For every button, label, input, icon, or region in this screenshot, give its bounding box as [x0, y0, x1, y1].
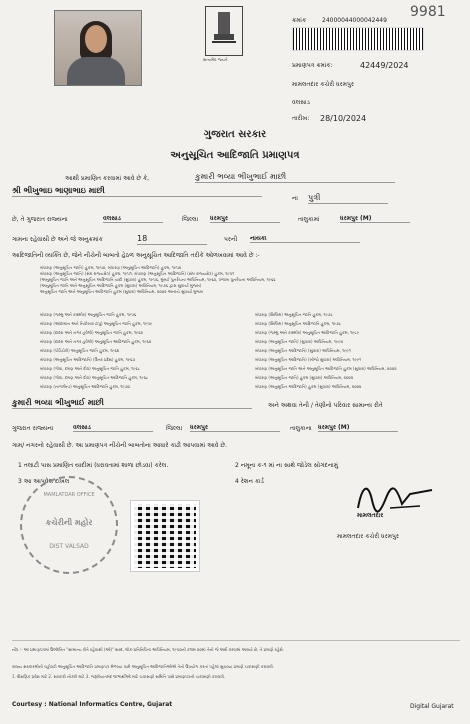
order-item: બંધારણ (અનુસૂચિત આદિજાતિ) (ઉત્તર પ્રદેશ) હુકમ, ૧૯૬૭	[40, 357, 136, 362]
basis-item: 3 આ આપવેલ દાખલ	[18, 478, 70, 485]
district-value: ધરમપુર	[210, 215, 280, 223]
handwritten-note: 9981	[410, 4, 446, 20]
father-name: શ્રી ભીખુભાઇ ભાણાભાઇ માછી	[12, 186, 262, 197]
tribe-name: નાયકા	[250, 235, 360, 243]
relation-label: ના	[292, 195, 298, 202]
orders-right-list	[255, 310, 460, 391]
basis-item: 1 તલાટી પાસ પ્રમાણિત યાદીમાં (ધરાવતામાં શાળા છોડવા) કરેલ.	[18, 462, 169, 469]
taluka-label: તાલુકામાં	[298, 216, 320, 223]
office-seal	[20, 476, 118, 574]
courtesy-text: Courtesy : National Informatics Centre, Gujarat	[12, 701, 173, 708]
order-item: બંધારણ (જમ્મુ અને કાશ્મીર) અનુસૂચિત જાતિ હુકમ, ૧૯૫૬	[40, 312, 137, 317]
footer-divider	[12, 640, 460, 641]
state-prefix: છે, તે ગુજરાત રાજ્યના	[12, 216, 68, 223]
state2-value: વલસાડ	[73, 424, 153, 432]
tribe-suffix: આદિજાતિની વ્યક્તિ છે, જેને નીચેની બાબતો હેઠળ અનુસૂચિત આદિજાતિ તરીકે ઓળખવામાં આવે છે :-	[12, 252, 260, 259]
seal-ring-text: MAMLATDAR OFFICE	[43, 492, 95, 498]
fine-line: (અનુસૂચિત જાતિ અને અનુસૂચિત આદિજાતિ યાદી (સુધારા) હુકમ, ૧૯૫૬, મુંબઈ પુનર્રચના અધિનિયમ, ૧૯૬૦, પંજાબ પુનર્રચના અધિનિયમ, ૧૯૬૬	[40, 277, 276, 282]
digital-gujarat-logo: Digital Gujarat	[410, 703, 454, 710]
serial-label: ક્રમાંક	[292, 17, 307, 24]
issuing-district: વલસાડ	[292, 99, 310, 106]
order-item: બંધારણ (અનુસૂચિત આદિજાતિ) હુકમ (સુધારા) અધિનિયમ, ૨૦૦૨	[255, 384, 362, 389]
taluka2-label: તાલુકાના	[290, 425, 312, 432]
fine-line: બંધારણ (અનુસૂચિત જાતિ) હુકમ, ૧૯૫૦, બંધારણ (અનુસૂચિત આદિજાતિ) હુકમ, ૧૯૫૦	[40, 265, 182, 270]
serial-number: 24000044000042449	[322, 17, 387, 24]
order-item: બંધારણ (અનુસૂચિત જાતિ) હુકમ (સુધારા) અધિનિયમ, ૨૦૦૨	[255, 375, 354, 380]
signatory-title: મામલતદાર કચેરી ધરમપુર	[337, 533, 399, 540]
barcode	[292, 27, 424, 51]
order-item: બંધારણ (અનુસૂચિત આદિજાતિ) (સુધારા) અધિનિયમ, ૧૯૯૧	[255, 348, 351, 353]
order-item: બંધારણ (પોંડિચેરી) અનુસૂચિત જાતિ હુકમ, ૧૯૬૪	[40, 348, 120, 353]
applicant-name-2: કુમારી ભવ્યા ભીખુભાઈ માછી	[12, 398, 252, 409]
relation-value: પુત્રી	[308, 193, 388, 204]
district-label: જિલ્લા	[182, 216, 199, 223]
applicant-photo	[54, 10, 142, 86]
order-item: બંધારણ (જમ્મુ અને કાશ્મીર) અનુસૂચિત આદિજાતિ હુકમ, ૧૯૮૯	[255, 330, 360, 335]
order-item: બંધારણ (સિક્કિમ) અનુસૂચિત આદિજાતિ હુકમ, ૧૯૭૮	[255, 321, 342, 326]
state2-prefix: ગુજરાત રાજ્યના	[12, 425, 54, 432]
emblem-caption: સત્યમેવ જયતે	[203, 57, 228, 62]
fine-line: (અનુસૂચિત જાતિ અને અનુસૂચિત આદિજાતિ હુકમ (સુધારા) અધિનિયમ, ૧૯૭૬ દ્વારા સુધાર્યા મુજબ)	[40, 283, 202, 288]
order-item: બંધારણ (અનુસૂચિત જાતિ અને અનુસૂચિત આદિજાતિ હુકમ (સુધારા) અધિનિયમ, ૨૦૦૨	[255, 366, 397, 371]
issuing-office: મામલતદાર કચેરી ધરમપુર	[292, 81, 354, 88]
fine-print-block	[40, 265, 460, 295]
basis-item: 4 રેશન કાર્ડ	[235, 478, 264, 485]
cert-number-label: પ્રમાણપત્ર ક્રમાંક:	[292, 62, 333, 69]
certificate-title: અનુસૂચિત આદિજાતિ પ્રમાણપત્ર	[170, 150, 300, 161]
state-district: વલસાડ	[103, 215, 163, 223]
cert-number: 42449/2024	[360, 61, 409, 70]
certify-prefix: આથી પ્રમાણિત કરવામાં આવે છે કે,	[65, 175, 150, 182]
village-prefix: ગામના રહેવાસી છે અને જે અનુક્રમાંક	[12, 236, 103, 243]
footer-note-2: રાજ્ય સરકારશ્રીની વહીવટી અનુસૂચિત આદિજાતિ પ્રમાણપત્ર મેળવ્યા પછી અનુસૂચિત આદિજાતિઓએ તેનો ઉપયોગ કરતાં પહેલાં સુચવ્યા પ્રમાણે ચકાસણી કરાવવી.	[12, 664, 275, 669]
taluka-value: ધરમપુર (M)	[340, 215, 410, 223]
sub-label: પરની	[224, 236, 238, 243]
order-item: બંધારણ (ગોવા, દમણ અને દીવ) અનુસૂચિત જાતિ હુકમ, ૧૯૬૮	[40, 366, 140, 371]
order-item: બંધારણ (સિક્કિમ) અનુસૂચિત જાતિ હુકમ, ૧૯૭૮	[255, 312, 333, 317]
basis-item: 2 નમૂના ક-૧ માં ના સાથે જોડેલ સોગંદનામું	[235, 462, 339, 469]
footer-note: નોંધ :- આ પ્રમાણપત્રમાં ઉલ્લેખિત "સામાન્ય રીતે રહેવાસી (ઓ)" શબ્દ, લોક-પ્રતિનિધિત્વ અધિનિયમ, ૧૯૫૦ની કલમ ૨૦માં તેનો જે અર્થ કરવામાં આવ્યો છે, તે પ્રમાણે રહેશે.	[12, 647, 284, 652]
order-item: બંધારણ (આંદામાન અને નિકોબાર ટાપુ) અનુસૂચિત જાતિ હુકમ, ૧૯૫૯	[40, 321, 153, 326]
orders-left-list	[40, 310, 240, 391]
order-item: બંધારણ (અનુસૂચિત આદિજાતિ) (બીજો સુધારા) અધિનિયમ, ૧૯૯૧	[255, 357, 362, 362]
residence-suffix: અને અથવા તેની / તેણીનો પરિવાર સામાન્ય રીતે	[268, 402, 383, 409]
issue-date: 28/10/2024	[320, 114, 367, 123]
national-emblem-icon	[205, 6, 243, 56]
basis-intro: ગામ/ નગરનો રહેવાસી છે. આ પ્રમાણપત્ર નીચેની બાબતોના આધારે કાઢી આપવામાં આવે છે.	[12, 442, 227, 449]
applicant-name: કુમારી ભવ્યા ભીખુભાઈ માછી	[195, 172, 395, 183]
order-item: બંધારણ (દાદરા અને નગર હવેલી) અનુસૂચિત આદિજાતિ હુકમ, ૧૯૬૨	[40, 339, 152, 344]
order-item: બંધારણ (દાદરા અને નગર હવેલી) અનુસૂચિત જાતિ હુકમ, ૧૯૬૨	[40, 330, 143, 335]
district2-label: જિલ્લા	[166, 425, 183, 432]
seal-text: કચેરીની મહોર	[45, 518, 93, 527]
qr-code	[131, 501, 199, 571]
order-item: બંધારણ (નાગાલેન્ડ) અનુસૂચિત આદિજાતિ હુકમ, ૧૯૭૦	[40, 384, 130, 389]
footer-note-3: 1. શૈક્ષણિક પ્રવેશ માટે 2. સરકારી નોકરી માટે 3. જરૂરીયાતમંદ લાભાર્થીઓ માટે ચકાસણી સમિતિ પાસે પ્રમાણપત્રની ચકાસણી કરાવવી.	[12, 674, 226, 679]
district2-value: ધરમપુર	[190, 424, 280, 432]
seal-district: DIST VALSAD	[49, 543, 89, 550]
serial-value: 18	[137, 234, 207, 245]
fine-line: અનુસૂચિત જાતિ અને અનુસૂચિત આદિજાતિ હુકમ (સુધારા) અધિનિયમ, ૨૦૦૨ અન્વયે સુધાર્યા મુજબ	[40, 289, 204, 294]
government-title: ગુજરાત સરકાર	[203, 129, 267, 140]
issue-date-label: તારીખ:	[292, 115, 310, 122]
fine-line: બંધારણ (અનુસૂચિત જાતિ) (સંઘ રાજયક્ષેત્ર) હુકમ, ૧૯૫૧, બંધારણ (અનુસૂચિત આદિજાતિ) (સંઘ રાજયક્ષેત્ર) હુકમ, ૧૯૫૧	[40, 271, 235, 276]
order-item: બંધારણ (ગોવા, દમણ અને દીવ) અનુસૂચિત આદિજાતિ હુકમ, ૧૯૬૮	[40, 375, 149, 380]
order-item: બંધારણ (અનુસૂચિત જાતિ) (સુધારા) અધિનિયમ, ૧૯૯૦	[255, 339, 343, 344]
taluka2-value: ધરમપુર (M)	[318, 424, 398, 432]
signature-text: મામલતદાર	[357, 512, 384, 519]
